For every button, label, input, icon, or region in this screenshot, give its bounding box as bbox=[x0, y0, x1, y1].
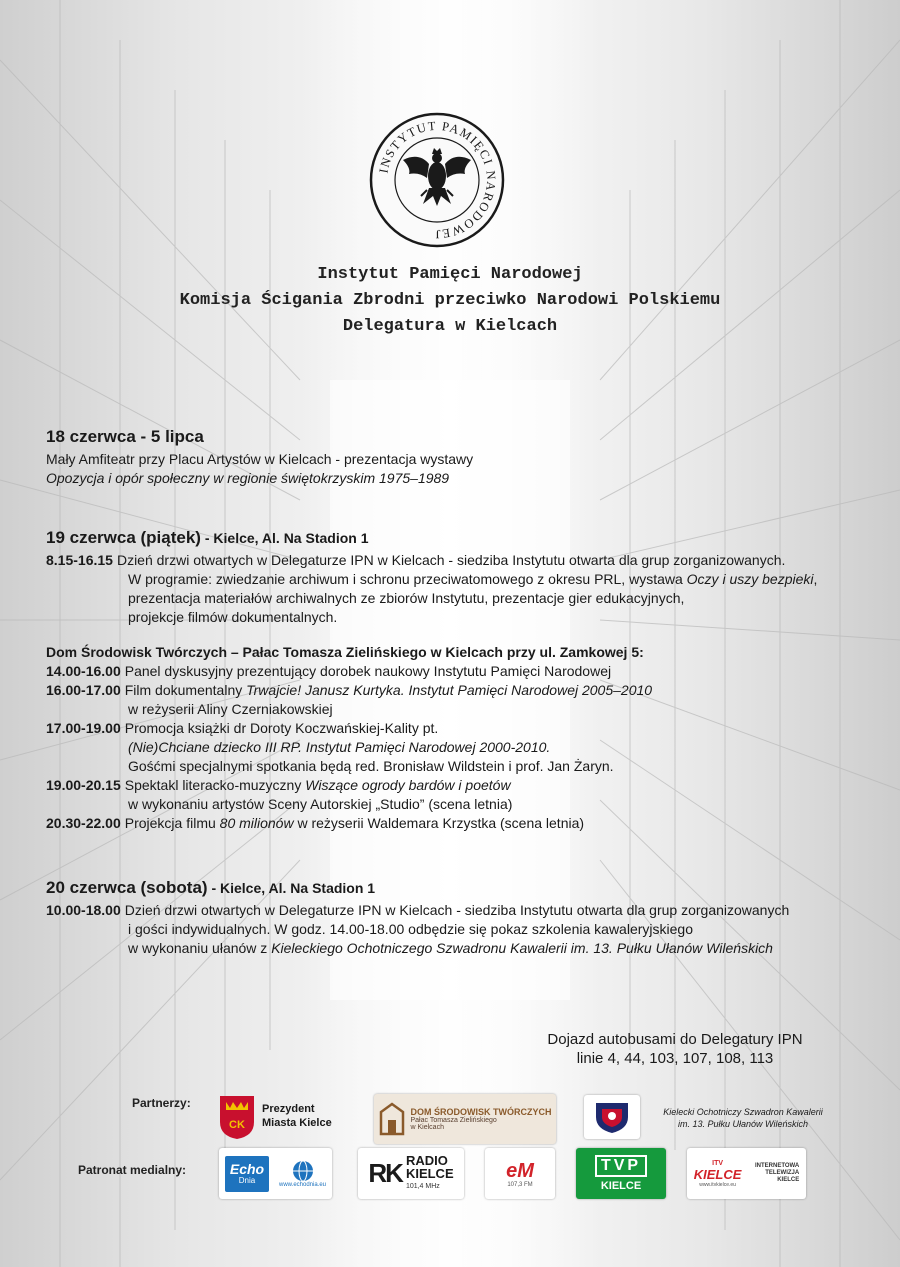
ck-letters: CK bbox=[229, 1119, 245, 1131]
itv-text: ITV bbox=[712, 1159, 724, 1167]
schedule-time: 20.30-22.00 bbox=[46, 815, 121, 831]
header-line-3: Delegatura w Kielcach bbox=[342, 317, 558, 336]
em-text: eM bbox=[506, 1159, 534, 1182]
event-date-heading bbox=[46, 527, 866, 549]
schedule-row bbox=[46, 901, 866, 920]
schedule-text-cont: w reżyserii Aliny Czerniakowskiej bbox=[128, 701, 333, 717]
dom-logo-line-3: w Kielcach bbox=[410, 1124, 444, 1131]
radio-frequency: 101,4 MHz bbox=[405, 1183, 440, 1190]
event-date: 19 czerwca (piątek) bbox=[46, 528, 201, 547]
schedule-row bbox=[46, 681, 866, 700]
prezydent-line-2: Miasta Kielce bbox=[262, 1117, 332, 1129]
schedule-text: Dzień drzwi otwartych w Delegaturze IPN w Kielcach - siedziba Instytutu otwarta dla grup zorganizowanych bbox=[124, 902, 790, 918]
ck-crest-icon bbox=[218, 1094, 256, 1140]
schedule-text-cont: w wykonaniu artystów Sceny Autorskiej „Studio” (scena letnia) bbox=[128, 796, 513, 812]
itv-desc-2: TELEWIZJA bbox=[765, 1170, 800, 1176]
institution-header bbox=[0, 262, 900, 340]
itv-desc-3: KIELCE bbox=[777, 1177, 800, 1183]
schedule-text-cont: projekcje filmów dokumentalnych. bbox=[128, 609, 338, 625]
screening-label: Projekcja filmu bbox=[124, 815, 220, 831]
schedule-row bbox=[46, 662, 866, 681]
schedule-row bbox=[46, 719, 866, 738]
event-19-june bbox=[46, 527, 866, 833]
echo-dnia-logos bbox=[219, 1148, 332, 1199]
bus-directions-title: Dojazd autobusami do Delegatury IPN bbox=[547, 1031, 803, 1048]
event-location: - Kielce, Al. Na Stadion 1 bbox=[207, 880, 376, 896]
schedule-row bbox=[46, 551, 866, 570]
itv-mark bbox=[694, 1160, 742, 1188]
film-title: Trwajcie! Janusz Kurtyka. Instytut Pamięci Narodowej 2005–2010 bbox=[246, 682, 653, 698]
itv-description bbox=[755, 1163, 799, 1184]
itv-url: www.itvkielce.eu bbox=[699, 1181, 736, 1188]
schedule-text: Promocja książki dr Doroty Koczwańskiej-Kality pt. bbox=[124, 720, 439, 736]
em-frequency: 107,3 FM bbox=[507, 1181, 533, 1188]
program-text: W programie: zwiedzanie archiwum i schronu przeciwatomowego z okresu PRL, wystawa bbox=[128, 571, 687, 587]
event-date-heading bbox=[46, 877, 866, 899]
schedule-time: 14.00-16.00 bbox=[46, 663, 121, 679]
venue-heading: Dom Środowisk Twórczych – Pałac Tomasza Zielińskiego w Kielcach przy ul. Zamkowej 5: bbox=[46, 644, 644, 660]
event-18-june bbox=[46, 426, 866, 488]
bus-lines: linie 4, 44, 103, 107, 108, 113 bbox=[576, 1050, 774, 1067]
schedule-text: Panel dyskusyjny prezentujący dorobek naukowy Instytutu Pamięci Narodowej bbox=[124, 663, 612, 679]
exhibition-title: Opozycja i opór społeczny w regionie świętokrzyskim 1975–1989 bbox=[46, 470, 450, 486]
szwadron-line-2: im. 13. Pułku Ułanów Wileńskich bbox=[678, 1119, 808, 1129]
schedule-text bbox=[125, 814, 584, 833]
radio-em-logo bbox=[485, 1148, 555, 1199]
echo-sub-text: Dnia bbox=[238, 1176, 256, 1185]
echodnia-eu-logo bbox=[279, 1160, 326, 1188]
schedule-time: 10.00-18.00 bbox=[46, 902, 121, 918]
szwadron-text bbox=[643, 1106, 843, 1130]
cavalry-label: w wykonaniu ułanów z bbox=[128, 940, 272, 956]
schedule-text-cont: i gości indywidualnych. W godz. 14.00-18.00 odbędzie się pokaz szkolenia kawaleryjskiego bbox=[128, 921, 693, 937]
event-description: Mały Amfiteatr przy Placu Artystów w Kielcach - prezentacja wystawy bbox=[46, 451, 474, 467]
event-20-june bbox=[46, 877, 866, 958]
film-label: Film dokumentalny bbox=[124, 682, 247, 698]
dom-srodowisk-logo bbox=[374, 1094, 556, 1144]
header-line-2: Komisja Ścigania Zbrodni przeciwko Narodowi Polskiemu bbox=[179, 291, 721, 310]
schedule-time: 17.00-19.00 bbox=[46, 720, 121, 736]
tvp-text: TVP bbox=[595, 1155, 647, 1177]
dom-logo-line-1: DOM ŚRODOWISK TWÓRCZYCH bbox=[410, 1107, 552, 1117]
event-date: 20 czerwca (sobota) bbox=[46, 878, 208, 897]
rk-mark bbox=[368, 1158, 402, 1189]
schedule-text bbox=[125, 681, 652, 700]
book-title: (Nie)Chciane dziecko III RP. Instytut Pamięci Narodowej 2000-2010. bbox=[128, 739, 551, 755]
prezydent-line-1: Prezydent bbox=[262, 1103, 315, 1115]
schedule-row bbox=[46, 776, 866, 795]
media-patrons-label: Patronat medialny: bbox=[78, 1163, 187, 1177]
seal-ring-text: INSTYTUT PAMIĘCI NARODOWEJ bbox=[376, 118, 499, 242]
header-line-1: Instytut Pamięci Narodowej bbox=[317, 265, 583, 284]
radio-text: RADIO bbox=[405, 1153, 448, 1168]
itv-name: KIELCE bbox=[693, 1166, 742, 1182]
show-title: Wiszące ogrody bardów i poetów bbox=[305, 777, 511, 793]
echodnia-url: www.echodnia.eu bbox=[278, 1181, 327, 1188]
squadron-name: Kieleckiego Ochotniczego Szwadronu Kawalerii im. 13. Pułku Ułanów Wileńskich bbox=[271, 940, 773, 956]
szwadron-line-1: Kielecki Ochotniczy Szwadron Kawalerii bbox=[663, 1107, 823, 1117]
schedule-text: Dzień drzwi otwartych w Delegaturze IPN w Kielcach - siedziba Instytutu otwarta dla grup zorganizowanych. bbox=[116, 552, 786, 568]
ipn-seal-logo bbox=[369, 112, 505, 248]
schedule-time: 8.15-16.15 bbox=[46, 552, 113, 568]
dom-logo-line-2: Pałac Tomasza Zielińskiego bbox=[410, 1117, 497, 1124]
screening-director: w reżyserii Waldemara Krzystka (scena letnia) bbox=[293, 815, 585, 831]
schedule-row bbox=[46, 814, 866, 833]
schedule-time: 16.00-17.00 bbox=[46, 682, 121, 698]
radio-kielce-logo bbox=[358, 1148, 464, 1199]
dom-logo-text bbox=[411, 1107, 552, 1131]
film-title: 80 milionów bbox=[219, 815, 294, 831]
itv-desc-1: INTERNETOWA bbox=[754, 1163, 800, 1169]
schedule-time: 19.00-20.15 bbox=[46, 777, 121, 793]
tvp-kielce-logo bbox=[576, 1148, 666, 1199]
itv-kielce-logo bbox=[687, 1148, 806, 1199]
echo-text: Echo bbox=[229, 1161, 265, 1177]
schedule-text-cont bbox=[46, 570, 866, 589]
squadron-emblem-icon bbox=[592, 1099, 632, 1135]
rk-text: RK bbox=[368, 1158, 402, 1188]
show-label: Spektakl literacko-muzyczny bbox=[124, 777, 306, 793]
bus-directions bbox=[500, 1030, 850, 1068]
tvp-city: KIELCE bbox=[600, 1180, 642, 1192]
prezydent-text bbox=[262, 1102, 332, 1130]
event-date: 18 czerwca - 5 lipca bbox=[46, 427, 204, 446]
szwadron-badge bbox=[584, 1095, 640, 1139]
prezydent-logo bbox=[218, 1094, 348, 1140]
event-location: - Kielce, Al. Na Stadion 1 bbox=[200, 530, 369, 546]
schedule-text-cont: Gośćmi specjalnymi spotkania będą red. Bronisław Wildstein i prof. Jan Żaryn. bbox=[128, 758, 614, 774]
building-icon bbox=[379, 1102, 405, 1136]
partners-label: Partnerzy: bbox=[132, 1096, 191, 1110]
comma: , bbox=[813, 571, 818, 587]
radio-kielce-text bbox=[406, 1154, 454, 1193]
exhibition-title: Oczy i uszy bezpieki bbox=[686, 571, 814, 587]
globe-icon bbox=[292, 1160, 314, 1182]
schedule-text-cont: prezentacja materiałów archiwalnych ze zbiorów Instytutu, prezentacje gier edukacyjnych, bbox=[128, 590, 685, 606]
kielce-text: KIELCE bbox=[405, 1166, 454, 1181]
schedule-text bbox=[125, 776, 511, 795]
echo-dnia-logo bbox=[225, 1156, 269, 1192]
schedule-text-cont bbox=[46, 939, 866, 958]
